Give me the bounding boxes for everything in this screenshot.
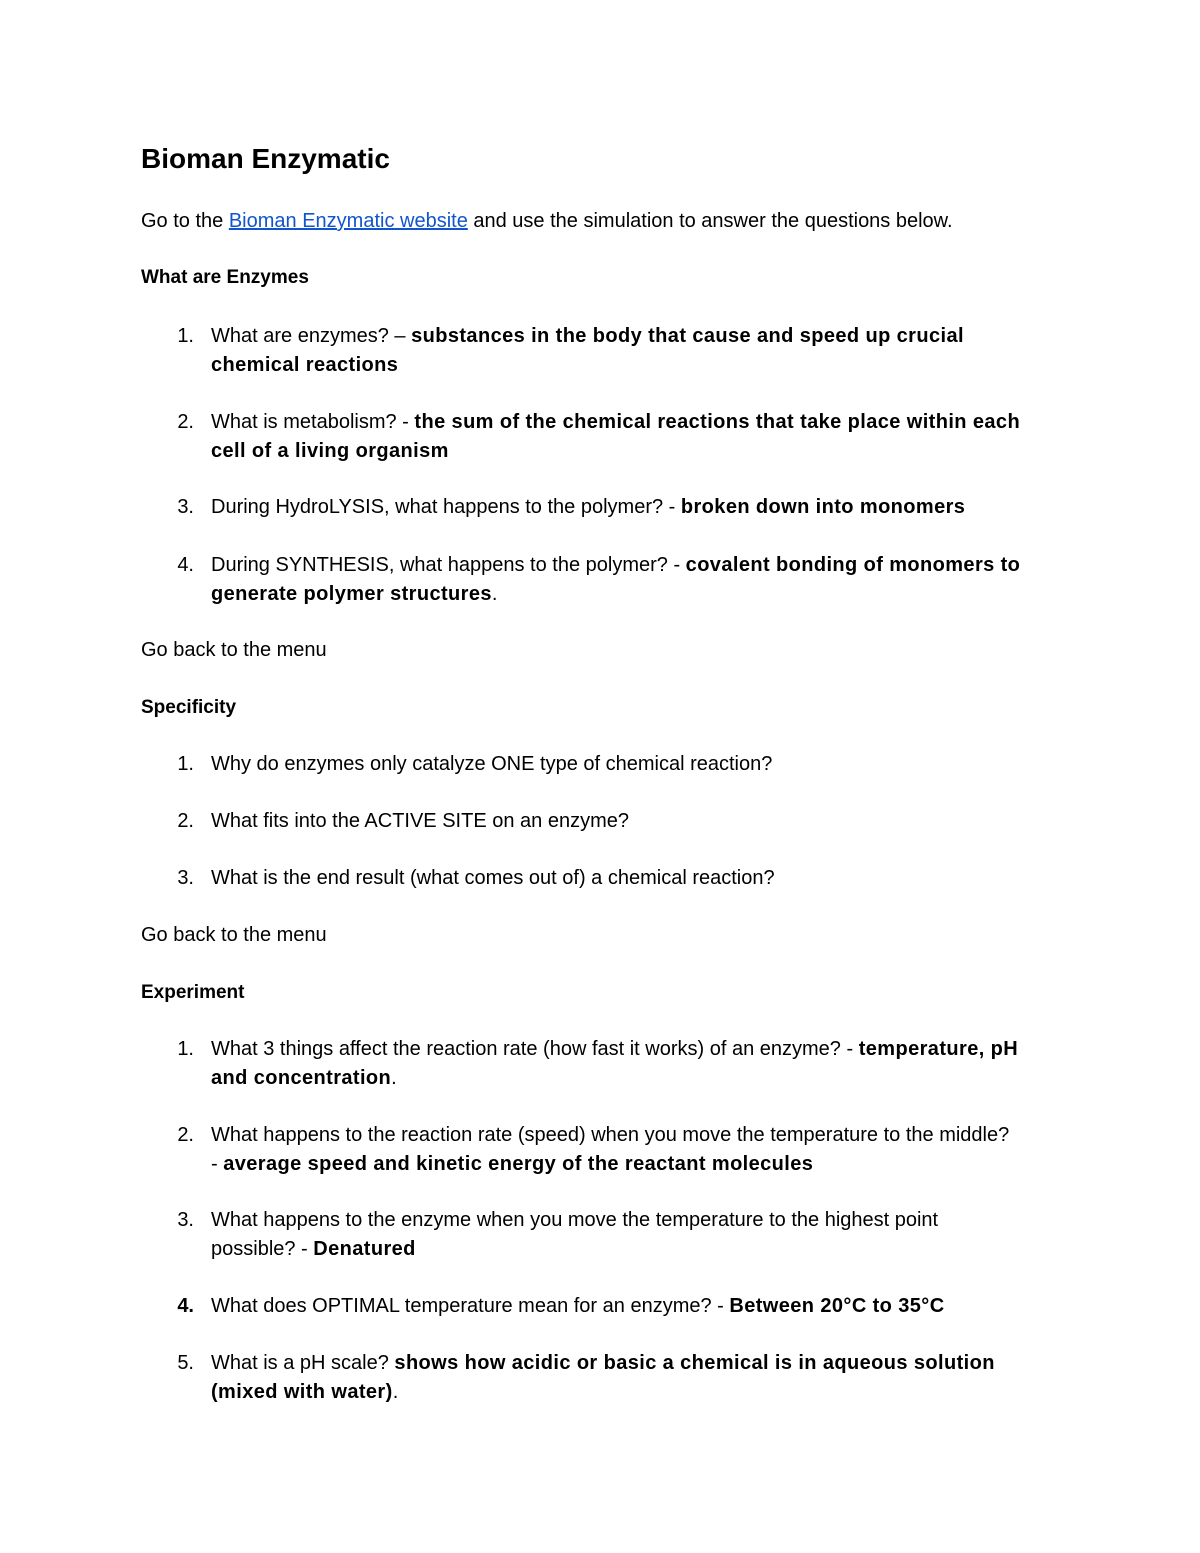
list-item	[211, 322, 1051, 379]
intro-text-after: and use the simulation to answer the questions below.	[467, 210, 953, 232]
question-text: What happens to the enzyme when you move the temperature to the highest point possible? -	[211, 1209, 939, 1260]
page-title: Bioman Enzymatic	[141, 143, 390, 174]
answer-text: broken down into monomers	[680, 496, 966, 518]
answer-text: shows how acidic or basic a chemical is in aqueous solution (mixed with water)	[211, 1352, 995, 1403]
answer-text: the sum of the chemical reactions that take place within each cell of a living organism	[211, 411, 1021, 462]
list-item	[211, 1206, 1011, 1263]
question-text: What are enzymes? –	[211, 325, 412, 347]
section-heading-what-are-enzymes: What are Enzymes	[141, 267, 309, 288]
intro-text-before: Go to the	[141, 210, 229, 232]
answer-text: average speed and kinetic energy of the reactant molecules	[223, 1152, 814, 1175]
list-number: 3.	[177, 1209, 194, 1231]
question-text: What happens to the reaction rate (speed) when you move the temperature to the middle? -	[211, 1124, 1010, 1175]
question-text: During SYNTHESIS, what happens to the polymer? -	[211, 554, 686, 576]
section-heading-specificity: Specificity	[141, 697, 237, 718]
answer-text: Denatured	[313, 1237, 416, 1260]
answer-text: covalent bonding of monomers to generate polymer structures	[211, 554, 1021, 605]
list-number: 3.	[177, 496, 194, 518]
question-text: What fits into the ACTIVE SITE on an enzyme?	[211, 810, 629, 832]
trail-text: .	[392, 1380, 399, 1403]
list-item	[211, 1035, 1056, 1092]
list-number: 1.	[177, 325, 194, 347]
list-number: 5.	[177, 1352, 194, 1374]
answer-text: substances in the body that cause and speed up crucial chemical reactions	[211, 325, 964, 376]
back-to-menu-text: Go back to the menu	[141, 924, 327, 946]
bioman-website-link[interactable]: Bioman Enzymatic website	[228, 210, 468, 232]
list-number: 2.	[177, 411, 194, 433]
question-text: Why do enzymes only catalyze ONE type of chemical reaction?	[211, 753, 773, 775]
trail-text: .	[391, 1066, 397, 1089]
list-number: 1.	[177, 1038, 194, 1060]
list-number: 4.	[177, 1295, 194, 1317]
list-item	[211, 864, 1091, 893]
answer-text: temperature, pH and concentration	[211, 1038, 1019, 1089]
list-item	[211, 807, 1091, 836]
question-text: What 3 things affect the reaction rate (how fast it works) of an enzyme? -	[211, 1038, 859, 1060]
list-item	[211, 551, 1056, 608]
trail-text: .	[491, 582, 498, 605]
section-heading-experiment: Experiment	[141, 982, 245, 1003]
list-number: 4.	[177, 554, 194, 576]
list-item	[211, 1292, 1091, 1321]
list-number: 2.	[177, 810, 194, 832]
list-number: 1.	[177, 753, 194, 775]
question-text: What is metabolism? -	[211, 411, 415, 433]
answer-text: Between 20°C to 35°C	[729, 1295, 945, 1317]
list-item	[211, 408, 1051, 465]
question-text: What does OPTIMAL temperature mean for an enzyme? -	[211, 1295, 730, 1317]
question-text: During HydroLYSIS, what happens to the polymer? -	[211, 496, 681, 518]
back-to-menu-text: Go back to the menu	[141, 639, 327, 661]
list-number: 2.	[177, 1124, 194, 1146]
list-item	[211, 1121, 1011, 1178]
list-item	[211, 1349, 1046, 1406]
list-number: 3.	[177, 867, 194, 889]
intro-paragraph	[141, 207, 953, 235]
question-text: What is the end result (what comes out of) a chemical reaction?	[211, 867, 775, 889]
list-item	[211, 493, 1111, 522]
list-item	[211, 750, 1091, 779]
question-text: What is a pH scale?	[211, 1352, 395, 1374]
